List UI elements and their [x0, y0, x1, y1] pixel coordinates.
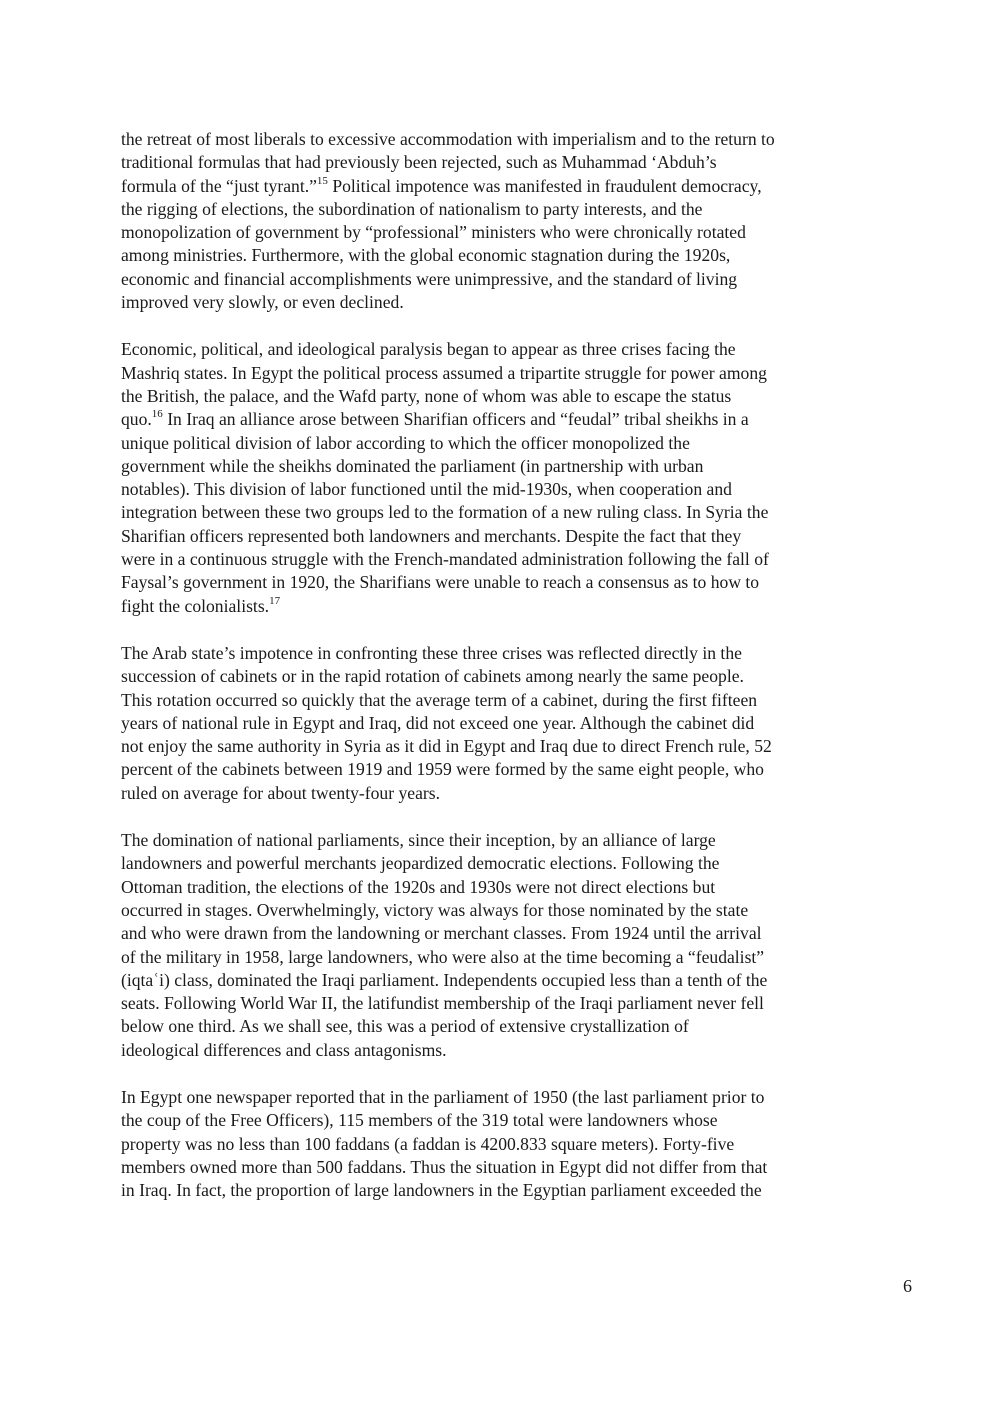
text-line — [121, 501, 871, 524]
text-segment: Economic, political, and ideological paralysis began to appear as three crises facing the — [121, 339, 736, 360]
text-line — [121, 571, 871, 594]
text-line — [121, 1179, 871, 1202]
text-line — [121, 151, 871, 174]
body-text — [121, 128, 871, 1226]
text-segment: succession of cabinets or in the rapid rotation of cabinets among nearly the same people. — [121, 666, 744, 687]
text-segment: fight the colonialists. — [121, 595, 270, 616]
text-line — [121, 198, 871, 221]
footnote-marker: 15 — [316, 174, 328, 187]
text-line — [121, 1109, 871, 1132]
text-line — [121, 128, 871, 151]
text-line — [121, 385, 871, 408]
text-segment: the coup of the Free Officers), 115 members of the 319 total were landowners whose — [121, 1110, 718, 1131]
text-segment: traditional formulas that had previously been rejected, such as Muhammad ‘Abduh’s — [121, 152, 717, 173]
text-line — [121, 408, 871, 431]
text-segment: integration between these two groups led to the formation of a new ruling class. In Syria the — [121, 502, 769, 523]
footnote-marker: 17 — [269, 594, 281, 607]
text-line — [121, 548, 871, 571]
text-segment: Ottoman tradition, the elections of the 1920s and 1930s were not direct elections but — [121, 876, 716, 897]
paragraph — [121, 829, 871, 1062]
text-segment: in Iraq. In fact, the proportion of large landowners in the Egyptian parliament exceeded the — [121, 1180, 762, 1201]
text-segment: monopolization of government by “professional” ministers who were chronically rotated — [121, 222, 746, 243]
text-segment: members owned more than 500 faddans. Thus the situation in Egypt did not differ from that — [121, 1156, 768, 1177]
text-segment: In Egypt one newspaper reported that in the parliament of 1950 (the last parliament prior to — [121, 1086, 765, 1107]
text-line — [121, 969, 871, 992]
paragraph — [121, 1086, 871, 1202]
text-line — [121, 175, 871, 198]
text-line — [121, 642, 871, 665]
text-line — [121, 946, 871, 969]
text-line — [121, 758, 871, 781]
footnote-marker: 16 — [151, 408, 163, 421]
text-segment: landowners and powerful merchants jeopardized democratic elections. Following the — [121, 853, 720, 874]
text-segment: property was no less than 100 faddans (a faddan is 4200.833 square meters). Forty-five — [121, 1133, 735, 1154]
text-line — [121, 478, 871, 501]
text-line — [121, 829, 871, 852]
text-segment: improved very slowly, or even declined. — [121, 292, 404, 313]
paragraph — [121, 128, 871, 314]
text-segment: of the military in 1958, large landowners, who were also at the time becoming a “feudalist” — [121, 946, 765, 967]
text-line — [121, 665, 871, 688]
text-segment: percent of the cabinets between 1919 and 1959 were formed by the same eight people, who — [121, 759, 764, 780]
text-line — [121, 268, 871, 291]
text-segment: were in a continuous struggle with the French-mandated administration following the fall of — [121, 549, 769, 570]
text-line — [121, 525, 871, 548]
text-segment: government while the sheikhs dominated the parliament (in partnership with urban — [121, 455, 704, 476]
text-line — [121, 922, 871, 945]
text-segment: the British, the palace, and the Wafd party, none of whom was able to escape the status — [121, 385, 732, 406]
text-segment: Political impotence was manifested in fraudulent democracy, — [327, 175, 762, 196]
text-segment: (iqtaʿi) class, dominated the Iraqi parliament. Independents occupied less than a tenth of the — [121, 969, 768, 990]
text-line — [121, 362, 871, 385]
text-segment: This rotation occurred so quickly that the average term of a cabinet, during the first fifteen — [121, 689, 758, 710]
text-line — [121, 291, 871, 314]
text-line — [121, 992, 871, 1015]
text-segment: ruled on average for about twenty-four years. — [121, 782, 440, 803]
text-segment: unique political division of labor according to which the officer monopolized the — [121, 432, 690, 453]
paragraph — [121, 642, 871, 805]
text-segment: the retreat of most liberals to excessive accommodation with imperialism and to the return to — [121, 129, 775, 149]
text-line — [121, 712, 871, 735]
text-segment: In Iraq an alliance arose between Sharifian officers and “feudal” tribal sheikhs in a — [162, 409, 749, 430]
text-line — [121, 455, 871, 478]
text-segment: ideological differences and class antagonisms. — [121, 1039, 447, 1060]
text-segment: Mashriq states. In Egypt the political process assumed a tripartite struggle for power among — [121, 362, 767, 383]
text-line — [121, 1133, 871, 1156]
text-segment: Sharifian officers represented both landowners and merchants. Despite the fact that they — [121, 525, 742, 546]
text-segment: occurred in stages. Overwhelmingly, victory was always for those nominated by the state — [121, 899, 749, 920]
text-segment: notables). This division of labor functioned until the mid-1930s, when cooperation and — [121, 479, 732, 500]
text-line — [121, 1086, 871, 1109]
text-line — [121, 244, 871, 267]
text-line — [121, 782, 871, 805]
text-line — [121, 432, 871, 455]
text-segment: below one third. As we shall see, this was a period of extensive crystallization of — [121, 1016, 689, 1037]
text-line — [121, 852, 871, 875]
text-segment: not enjoy the same authority in Syria as it did in Egypt and Iraq due to direct French rule, 52 — [121, 736, 772, 757]
paragraph — [121, 338, 871, 618]
text-line — [121, 338, 871, 361]
text-line — [121, 899, 871, 922]
text-segment: economic and financial accomplishments were unimpressive, and the standard of living — [121, 268, 738, 289]
text-line — [121, 876, 871, 899]
text-line — [121, 1039, 871, 1062]
text-segment: and who were drawn from the landowning or merchant classes. From 1924 until the arrival — [121, 923, 762, 944]
text-line — [121, 1015, 871, 1038]
text-segment: Faysal’s government in 1920, the Sharifians were unable to reach a consensus as to how to — [121, 572, 760, 593]
text-line — [121, 1156, 871, 1179]
text-line — [121, 689, 871, 712]
text-segment: years of national rule in Egypt and Iraq, did not exceed one year. Although the cabinet did — [121, 712, 755, 733]
text-line — [121, 735, 871, 758]
text-segment: formula of the “just tyrant.” — [121, 175, 317, 196]
text-line — [121, 595, 871, 618]
text-segment: the rigging of elections, the subordination of nationalism to party interests, and the — [121, 198, 703, 219]
text-segment: quo. — [121, 409, 152, 430]
text-segment: seats. Following World War II, the latifundist membership of the Iraqi parliament never fell — [121, 993, 764, 1014]
page-number: 6 — [903, 1276, 912, 1296]
text-segment: The domination of national parliaments, since their inception, by an alliance of large — [121, 830, 716, 851]
text-segment: The Arab state’s impotence in confronting these three crises was reflected directly in the — [121, 642, 742, 663]
text-segment: among ministries. Furthermore, with the global economic stagnation during the 1920s, — [121, 245, 731, 266]
text-line — [121, 221, 871, 244]
